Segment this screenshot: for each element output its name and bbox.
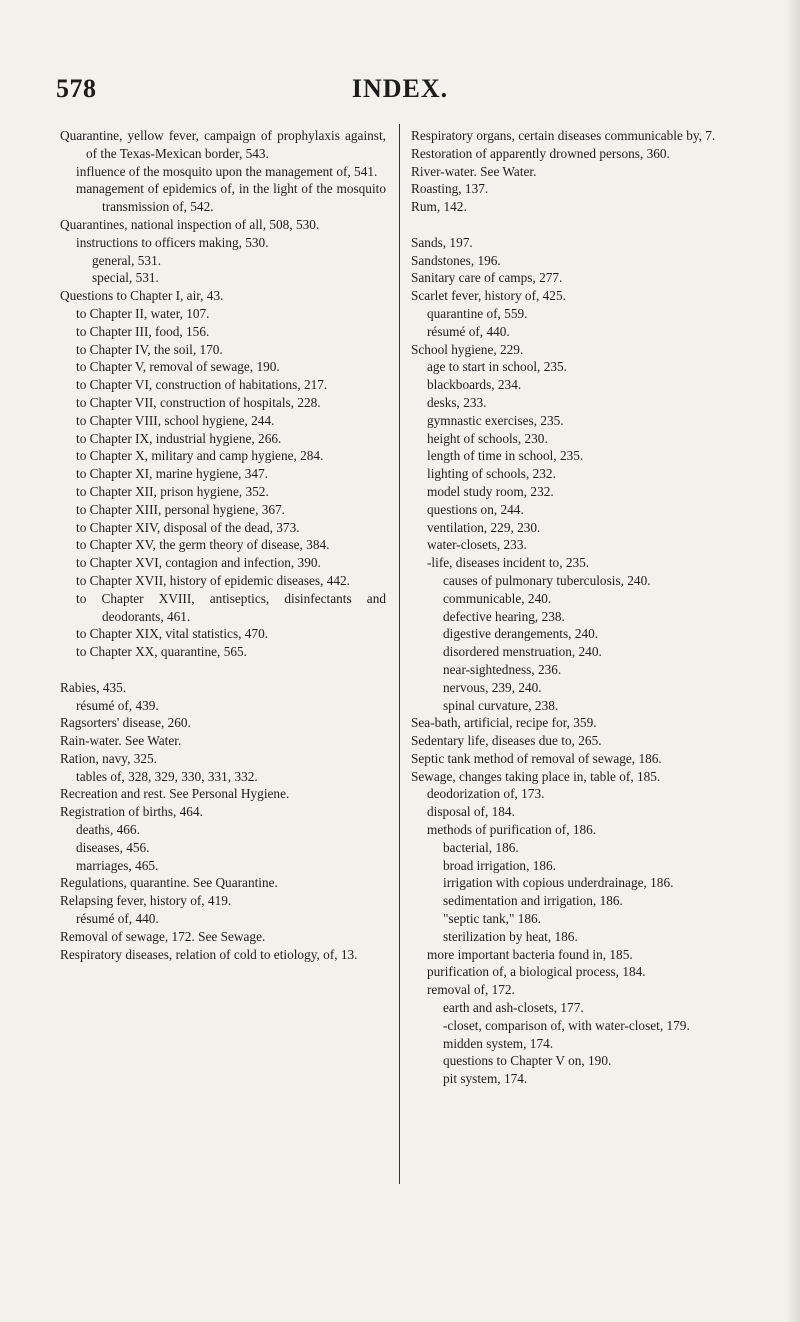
index-entry: methods of purification of, 186.	[427, 822, 597, 838]
index-entry: to Chapter XVII, history of epidemic diseases, 442.	[76, 572, 351, 588]
index-entry: River-water. See Water.	[411, 163, 537, 179]
index-entry: Quarantine, yellow fever, campaign of prophylaxis against, of the Texas-Mexican border, 543.	[60, 128, 386, 161]
index-entry: age to start in school, 235.	[427, 359, 567, 375]
index-entry: defective hearing, 238.	[443, 608, 565, 624]
index-entry: School hygiene, 229.	[411, 341, 524, 357]
index-entry: résumé of, 440.	[76, 911, 159, 927]
index-entry: questions to Chapter V on, 190.	[443, 1053, 612, 1069]
index-entry: length of time in school, 235.	[427, 448, 584, 464]
index-entry: gymnastic exercises, 235.	[427, 412, 564, 428]
index-entry: to Chapter VI, construction of habitations, 217.	[76, 377, 328, 393]
index-entry: Ration, navy, 325.	[60, 750, 158, 766]
index-entry: Respiratory organs, certain diseases communicable by, 7.	[411, 128, 716, 143]
page-header	[0, 74, 800, 114]
index-entry: diseases, 456.	[76, 839, 150, 855]
index-entry: Recreation and rest. See Personal Hygiene.	[60, 786, 290, 802]
index-entry: -life, diseases incident to, 235.	[427, 555, 590, 571]
index-entry: irrigation with copious underdrainage, 186.	[443, 875, 674, 891]
index-entry: blackboards, 234.	[427, 377, 522, 393]
index-entry: to Chapter IX, industrial hygiene, 266.	[76, 430, 282, 446]
index-entry: Quarantines, national inspection of all, 508, 530.	[60, 216, 320, 232]
index-entry: Respiratory diseases, relation of cold to etiology, of, 13.	[60, 946, 358, 962]
index-entry: Sewage, changes taking place in, table of, 185.	[411, 768, 661, 784]
index-column-left	[60, 127, 386, 963]
index-entry: Rain-water. See Water.	[60, 733, 182, 749]
index-entry: marriages, 465.	[76, 857, 159, 873]
index-entry: ventilation, 229, 230.	[427, 519, 541, 535]
index-entry: height of schools, 230.	[427, 430, 548, 446]
index-entry: Regulations, quarantine. See Quarantine.	[60, 875, 278, 891]
index-entry: quarantine of, 559.	[427, 305, 528, 321]
index-entry: special, 531.	[92, 270, 159, 286]
index-column-right	[411, 127, 737, 1088]
index-entry: to Chapter V, removal of sewage, 190.	[76, 359, 280, 375]
index-entry: tables of, 328, 329, 330, 331, 332.	[76, 768, 258, 784]
index-entry: -closet, comparison of, with water-closet, 179.	[443, 1017, 690, 1033]
index-entry: nervous, 239, 240.	[443, 679, 542, 695]
index-entry: to Chapter III, food, 156.	[76, 323, 210, 339]
index-entry: communicable, 240.	[443, 590, 552, 606]
index-entry: broad irrigation, 186.	[443, 857, 556, 873]
index-entry: Relapsing fever, history of, 419.	[60, 893, 232, 909]
index-entry: questions on, 244.	[427, 501, 524, 517]
index-entry: bacterial, 186.	[443, 839, 519, 855]
index-entry: general, 531.	[92, 252, 162, 268]
index-entry: to Chapter XVI, contagion and infection, 390.	[76, 555, 321, 571]
index-entry: to Chapter XII, prison hygiene, 352.	[76, 483, 269, 499]
index-entry: purification of, a biological process, 184.	[427, 964, 646, 980]
index-entry: Sands, 197.	[411, 234, 473, 250]
index-entry: pit system, 174.	[443, 1071, 528, 1087]
page-edge-shadow	[786, 0, 800, 1322]
index-entry: influence of the mosquito upon the management of, 541.	[76, 163, 378, 179]
index-entry: Sedentary life, diseases due to, 265.	[411, 733, 602, 749]
index-entry: deodorization of, 173.	[427, 786, 545, 802]
index-entry: Restoration of apparently drowned persons, 360.	[411, 145, 670, 161]
index-entry: to Chapter XIX, vital statistics, 470.	[76, 626, 269, 642]
index-entry: to Chapter II, water, 107.	[76, 305, 210, 321]
index-entry: sedimentation and irrigation, 186.	[443, 893, 623, 909]
index-entry: Septic tank method of removal of sewage, 186.	[411, 750, 662, 766]
index-entry: to Chapter VIII, school hygiene, 244.	[76, 412, 275, 428]
index-entry: to Chapter IV, the soil, 170.	[76, 341, 223, 357]
index-entry: to Chapter VII, construction of hospitals, 228.	[76, 394, 321, 410]
index-entry: to Chapter XIII, personal hygiene, 367.	[76, 501, 285, 517]
index-entry: removal of, 172.	[427, 982, 515, 998]
index-entry: near-sightedness, 236.	[443, 661, 562, 677]
index-entry: earth and ash-closets, 177.	[443, 1000, 584, 1016]
index-entry: Ragsorters' disease, 260.	[60, 715, 191, 731]
index-entry: more important bacteria found in, 185.	[427, 946, 633, 962]
index-entry: résumé of, 439.	[76, 697, 159, 713]
index-entry: Removal of sewage, 172. See Sewage.	[60, 928, 266, 944]
index-entry: Roasting, 137.	[411, 181, 489, 197]
index-entry: Sandstones, 196.	[411, 252, 501, 268]
index-entry: sterilization by heat, 186.	[443, 928, 578, 944]
index-entry: Questions to Chapter I, air, 43.	[60, 288, 224, 304]
index-entry: lighting of schools, 232.	[427, 466, 556, 482]
index-entry: management of epidemics of, in the light of the mosquito transmission of, 542.	[76, 181, 386, 215]
index-entry: disposal of, 184.	[427, 804, 515, 820]
index-entry: Rum, 142.	[411, 199, 467, 215]
index-entry: digestive derangements, 240.	[443, 626, 599, 642]
index-entry: to Chapter XV, the germ theory of disease, 384.	[76, 537, 330, 553]
index-entry: to Chapter X, military and camp hygiene, 284.	[76, 448, 324, 464]
index-entry: water-closets, 233.	[427, 537, 527, 553]
index-entry: Sanitary care of camps, 277.	[411, 270, 563, 286]
index-entry: disordered menstruation, 240.	[443, 644, 602, 660]
index-entry: Scarlet fever, history of, 425.	[411, 288, 566, 304]
index-entry: to Chapter XVIII, antiseptics, disinfectants and deodorants, 461.	[76, 590, 386, 624]
index-entry: instructions to officers making, 530.	[76, 234, 269, 250]
index-entry: Registration of births, 464.	[60, 804, 203, 820]
page-number: 578	[56, 74, 97, 103]
index-entry: deaths, 466.	[76, 822, 140, 838]
index-entry: Sea-bath, artificial, recipe for, 359.	[411, 715, 597, 731]
index-entry: résumé of, 440.	[427, 323, 510, 339]
index-entry: midden system, 174.	[443, 1035, 554, 1051]
index-entry: to Chapter XI, marine hygiene, 347.	[76, 466, 269, 482]
index-entry: to Chapter XIV, disposal of the dead, 373.	[76, 519, 300, 535]
index-entry: causes of pulmonary tuberculosis, 240.	[443, 572, 651, 588]
index-entry: model study room, 232.	[427, 483, 554, 499]
index-entry: desks, 233.	[427, 394, 487, 410]
column-divider	[399, 124, 400, 1184]
index-entry: to Chapter XX, quarantine, 565.	[76, 644, 247, 660]
running-head-title: INDEX.	[351, 74, 449, 103]
index-entry: "septic tank," 186.	[443, 911, 542, 927]
index-entry: spinal curvature, 238.	[443, 697, 559, 713]
index-entry: Rabies, 435.	[60, 679, 127, 695]
